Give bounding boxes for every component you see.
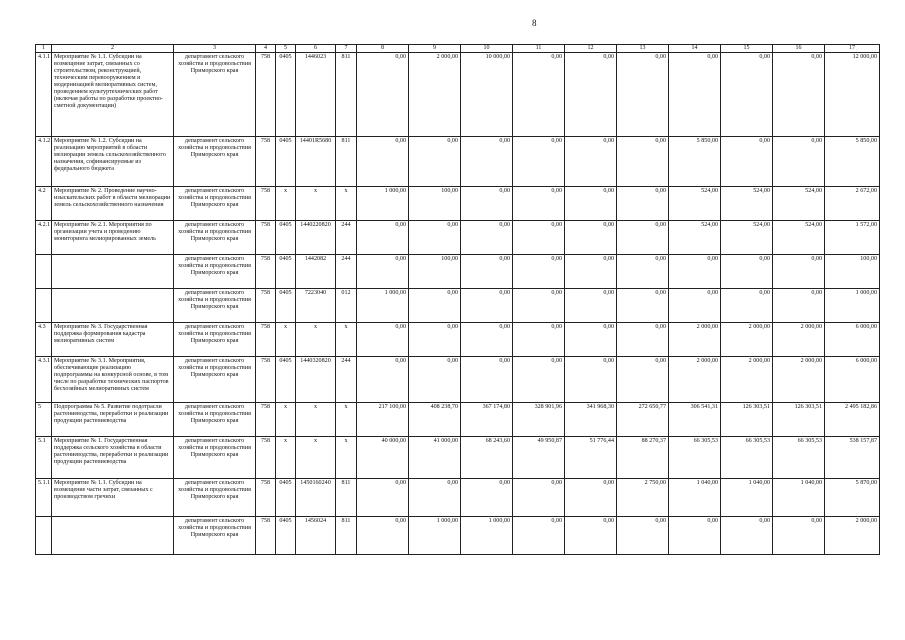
year-amount: 0,00 [773, 53, 825, 137]
year-amount: 0,00 [721, 255, 773, 289]
table-row [36, 221, 880, 255]
total-amount: 1 000,00 [825, 289, 880, 323]
expense-type-code: x [336, 437, 357, 479]
year-amount: 0,00 [773, 517, 825, 555]
event-name: Мероприятие № 1.1. Субсидии на возмещение затрат, связанных со строительством, реконструкцией, техническим перевооружением и модернизацией мелиоративных систем, проведением культуртехнических работ (включая работы по разработке проектно-сметной документации) [52, 53, 174, 137]
table-row [36, 323, 880, 357]
table-row [36, 53, 880, 137]
year-amount: 0,00 [513, 479, 565, 517]
year-amount: 0,00 [357, 137, 409, 187]
year-amount: 2 000,00 [669, 323, 721, 357]
target-article-code: 1440320820 [296, 357, 336, 403]
year-amount: 66 305,53 [669, 437, 721, 479]
year-amount: 524,00 [773, 221, 825, 255]
column-number: 4 [256, 45, 276, 53]
column-number: 2 [52, 45, 174, 53]
year-amount: 0,00 [357, 357, 409, 403]
year-amount: 0,00 [617, 137, 669, 187]
year-amount: 66 305,53 [721, 437, 773, 479]
section-code: 0405 [276, 255, 296, 289]
row-number: 4.3.1 [36, 357, 52, 403]
table-row [36, 479, 880, 517]
column-number: 12 [565, 45, 617, 53]
expense-type-code: 811 [336, 517, 357, 555]
target-article-code: 1446023 [296, 53, 336, 137]
department: департамент сельского хозяйства и продовольствия Приморского края [174, 479, 256, 517]
year-amount: 524,00 [721, 221, 773, 255]
year-amount: 1 040,00 [721, 479, 773, 517]
year-amount: 272 650,77 [617, 403, 669, 437]
year-amount: 0,00 [461, 357, 513, 403]
target-article-code: 1442082 [296, 255, 336, 289]
expense-type-code: 811 [336, 137, 357, 187]
event-name: Мероприятие № 1.2. Субсидии на реализацию мероприятий в области мелиорации земель сельскохозяйственного назначения, софинансируемые из федерального бюджета [52, 137, 174, 187]
total-amount: 12 000,00 [825, 53, 880, 137]
year-amount: 341 968,30 [565, 403, 617, 437]
department: департамент сельского хозяйства и продовольствия Приморского края [174, 323, 256, 357]
row-number: 5.1 [36, 437, 52, 479]
year-amount: 2 000,00 [721, 357, 773, 403]
year-amount: 0,00 [773, 137, 825, 187]
year-amount: 306 541,31 [669, 403, 721, 437]
row-number: 4.2 [36, 187, 52, 221]
section-code: x [276, 437, 296, 479]
year-amount: 0,00 [513, 357, 565, 403]
year-amount: 0,00 [409, 479, 461, 517]
year-amount: 0,00 [513, 187, 565, 221]
section-code: 0405 [276, 137, 296, 187]
table-row [36, 137, 880, 187]
row-number: 4.2.1 [36, 221, 52, 255]
grbs-code: 758 [256, 289, 276, 323]
year-amount: 41 000,00 [409, 437, 461, 479]
year-amount: 2 000,00 [409, 53, 461, 137]
section-code: 0405 [276, 479, 296, 517]
year-amount: 408 238,70 [409, 403, 461, 437]
year-amount: 0,00 [565, 255, 617, 289]
event-name: Мероприятие № 3. Государственная поддержка формирования кадастра мелиоративных систем [52, 323, 174, 357]
grbs-code: 758 [256, 357, 276, 403]
section-code: x [276, 403, 296, 437]
department: департамент сельского хозяйства и продовольствия Приморского края [174, 221, 256, 255]
year-amount: 217 100,00 [357, 403, 409, 437]
grbs-code: 758 [256, 255, 276, 289]
target-article-code: 14401R5680 [296, 137, 336, 187]
total-amount: 100,00 [825, 255, 880, 289]
year-amount: 0,00 [461, 187, 513, 221]
year-amount: 2 000,00 [669, 357, 721, 403]
column-number-row [36, 45, 880, 53]
year-amount: 0,00 [617, 221, 669, 255]
year-amount: 1 040,00 [773, 479, 825, 517]
year-amount: 0,00 [513, 53, 565, 137]
year-amount: 1 040,00 [669, 479, 721, 517]
year-amount: 51 776,44 [565, 437, 617, 479]
year-amount: 0,00 [721, 137, 773, 187]
year-amount: 68 243,60 [461, 437, 513, 479]
year-amount: 0,00 [513, 517, 565, 555]
expense-type-code: 012 [336, 289, 357, 323]
year-amount: 0,00 [357, 517, 409, 555]
year-amount: 40 000,00 [357, 437, 409, 479]
department: департамент сельского хозяйства и продовольствия Приморского края [174, 187, 256, 221]
target-article-code: 1450160240 [296, 479, 336, 517]
expense-type-code: x [336, 403, 357, 437]
target-article-code: x [296, 323, 336, 357]
year-amount: 524,00 [773, 187, 825, 221]
row-number [36, 289, 52, 323]
column-number: 9 [409, 45, 461, 53]
section-code: 0405 [276, 53, 296, 137]
row-number: 4.1.2 [36, 137, 52, 187]
column-number: 15 [721, 45, 773, 53]
section-code: 0405 [276, 357, 296, 403]
year-amount: 0,00 [565, 479, 617, 517]
year-amount: 0,00 [513, 323, 565, 357]
year-amount: 0,00 [357, 53, 409, 137]
year-amount: 126 303,51 [773, 403, 825, 437]
target-article-code: 1440220820 [296, 221, 336, 255]
event-name: Мероприятие № 2.1. Мероприятия по организации учета и проведению мониторинга мелиорированных земель [52, 221, 174, 255]
section-code: 0405 [276, 517, 296, 555]
expense-type-code: 811 [336, 53, 357, 137]
row-number [36, 255, 52, 289]
column-number: 7 [336, 45, 357, 53]
total-amount: 5 870,00 [825, 479, 880, 517]
year-amount: 0,00 [565, 53, 617, 137]
year-amount: 0,00 [773, 255, 825, 289]
department: департамент сельского хозяйства и продовольствия Приморского края [174, 517, 256, 555]
section-code: x [276, 323, 296, 357]
year-amount: 0,00 [669, 517, 721, 555]
expense-type-code: 811 [336, 479, 357, 517]
year-amount: 0,00 [721, 289, 773, 323]
year-amount: 1 000,00 [409, 517, 461, 555]
department: департамент сельского хозяйства и продовольствия Приморского края [174, 53, 256, 137]
column-number: 11 [513, 45, 565, 53]
section-code: 0405 [276, 289, 296, 323]
year-amount: 126 303,51 [721, 403, 773, 437]
table-row [36, 517, 880, 555]
year-amount: 0,00 [565, 517, 617, 555]
year-amount: 367 174,80 [461, 403, 513, 437]
column-number: 13 [617, 45, 669, 53]
year-amount: 2 000,00 [721, 323, 773, 357]
column-number: 14 [669, 45, 721, 53]
expense-type-code: x [336, 187, 357, 221]
year-amount: 0,00 [565, 323, 617, 357]
year-amount: 0,00 [513, 137, 565, 187]
target-article-code: x [296, 187, 336, 221]
department: департамент сельского хозяйства и продовольствия Приморского края [174, 289, 256, 323]
year-amount: 0,00 [409, 357, 461, 403]
row-number: 5.1.1 [36, 479, 52, 517]
year-amount: 0,00 [565, 357, 617, 403]
expense-type-code: 244 [336, 221, 357, 255]
year-amount: 0,00 [565, 187, 617, 221]
year-amount: 0,00 [461, 479, 513, 517]
target-article-code: x [296, 437, 336, 479]
year-amount: 0,00 [357, 479, 409, 517]
year-amount: 0,00 [513, 255, 565, 289]
grbs-code: 758 [256, 221, 276, 255]
event-name [52, 255, 174, 289]
table-row [36, 437, 880, 479]
section-code: 0405 [276, 221, 296, 255]
grbs-code: 758 [256, 403, 276, 437]
column-number: 1 [36, 45, 52, 53]
year-amount: 0,00 [669, 53, 721, 137]
total-amount: 2 495 182,86 [825, 403, 880, 437]
year-amount: 0,00 [721, 53, 773, 137]
column-number: 10 [461, 45, 513, 53]
year-amount: 0,00 [617, 289, 669, 323]
event-name: Мероприятие № 1. Государственная поддержка сельского хозяйства в области растениеводства, переработки и реализации продукции растениеводства [52, 437, 174, 479]
year-amount: 0,00 [461, 289, 513, 323]
year-amount: 0,00 [565, 137, 617, 187]
year-amount: 100,00 [409, 255, 461, 289]
year-amount: 0,00 [461, 323, 513, 357]
year-amount: 0,00 [461, 137, 513, 187]
column-number: 17 [825, 45, 880, 53]
target-article-code: 7223040 [296, 289, 336, 323]
year-amount: 0,00 [721, 517, 773, 555]
event-name: Мероприятие № 3.1. Мероприятия, обеспечивающие реализацию подпрограммы на конкурсной основе, в том числе по разработке технических паспортов бесхозяйных мелиоративных систем [52, 357, 174, 403]
year-amount: 0,00 [669, 289, 721, 323]
total-amount: 2 672,00 [825, 187, 880, 221]
year-amount: 524,00 [669, 187, 721, 221]
total-amount: 2 000,00 [825, 517, 880, 555]
year-amount: 0,00 [513, 289, 565, 323]
event-name: Подпрограмма № 5. Развитие подотрасли растениеводства, переработки и реализации продукции растениеводства [52, 403, 174, 437]
year-amount: 0,00 [409, 137, 461, 187]
year-amount: 1 000,00 [357, 289, 409, 323]
year-amount: 5 850,00 [669, 137, 721, 187]
year-amount: 1 000,00 [461, 517, 513, 555]
year-amount: 0,00 [357, 255, 409, 289]
total-amount: 5 850,00 [825, 137, 880, 187]
department: департамент сельского хозяйства и продовольствия Приморского края [174, 357, 256, 403]
year-amount: 0,00 [773, 289, 825, 323]
table-row [36, 187, 880, 221]
grbs-code: 758 [256, 479, 276, 517]
year-amount: 0,00 [409, 323, 461, 357]
year-amount: 100,00 [409, 187, 461, 221]
year-amount: 0,00 [461, 221, 513, 255]
year-amount: 0,00 [357, 323, 409, 357]
year-amount: 0,00 [461, 255, 513, 289]
table-row [36, 357, 880, 403]
grbs-code: 758 [256, 517, 276, 555]
year-amount: 524,00 [669, 221, 721, 255]
year-amount: 2 000,00 [773, 357, 825, 403]
target-article-code: 1456024 [296, 517, 336, 555]
column-number: 3 [174, 45, 256, 53]
table-row [36, 403, 880, 437]
year-amount: 0,00 [513, 221, 565, 255]
column-number: 5 [276, 45, 296, 53]
column-number: 16 [773, 45, 825, 53]
year-amount: 0,00 [565, 289, 617, 323]
year-amount: 49 950,87 [513, 437, 565, 479]
department: департамент сельского хозяйства и продовольствия Приморского края [174, 403, 256, 437]
year-amount: 0,00 [669, 255, 721, 289]
year-amount: 2 750,00 [617, 479, 669, 517]
year-amount: 0,00 [617, 357, 669, 403]
row-number: 5 [36, 403, 52, 437]
row-number: 4.1.1 [36, 53, 52, 137]
budget-table [35, 44, 880, 555]
page-number: 8 [532, 18, 537, 28]
expense-type-code: x [336, 323, 357, 357]
year-amount: 66 305,53 [773, 437, 825, 479]
total-amount: 1 572,00 [825, 221, 880, 255]
year-amount: 0,00 [617, 517, 669, 555]
event-name [52, 517, 174, 555]
expense-type-code: 244 [336, 255, 357, 289]
event-name [52, 289, 174, 323]
department: департамент сельского хозяйства и продовольствия Приморского края [174, 255, 256, 289]
year-amount: 88 270,37 [617, 437, 669, 479]
total-amount: 538 157,87 [825, 437, 880, 479]
table-row [36, 289, 880, 323]
grbs-code: 758 [256, 137, 276, 187]
grbs-code: 758 [256, 323, 276, 357]
year-amount: 0,00 [565, 221, 617, 255]
event-name: Мероприятие № 1.1. Субсидии на возмещение части затрат, связанных с производством гречихи [52, 479, 174, 517]
row-number [36, 517, 52, 555]
year-amount: 0,00 [617, 255, 669, 289]
year-amount: 2 000,00 [773, 323, 825, 357]
row-number: 4.3 [36, 323, 52, 357]
year-amount: 0,00 [617, 187, 669, 221]
year-amount: 0,00 [357, 221, 409, 255]
year-amount: 328 901,96 [513, 403, 565, 437]
department: департамент сельского хозяйства и продовольствия Приморского края [174, 137, 256, 187]
year-amount: 0,00 [617, 323, 669, 357]
section-code: x [276, 187, 296, 221]
year-amount: 10 000,00 [461, 53, 513, 137]
year-amount: 0,00 [409, 289, 461, 323]
year-amount: 0,00 [409, 221, 461, 255]
year-amount: 524,00 [721, 187, 773, 221]
column-number: 8 [357, 45, 409, 53]
column-number: 6 [296, 45, 336, 53]
target-article-code: x [296, 403, 336, 437]
event-name: Мероприятие № 2. Проведение научно-изыскательских работ в области мелиорации земель сельскохозяйственного назначения [52, 187, 174, 221]
table-row [36, 255, 880, 289]
grbs-code: 758 [256, 437, 276, 479]
grbs-code: 758 [256, 187, 276, 221]
year-amount: 1 000,00 [357, 187, 409, 221]
department: департамент сельского хозяйства и продовольствия Приморского края [174, 437, 256, 479]
total-amount: 6 000,00 [825, 323, 880, 357]
year-amount: 0,00 [617, 53, 669, 137]
total-amount: 6 000,00 [825, 357, 880, 403]
grbs-code: 758 [256, 53, 276, 137]
expense-type-code: 244 [336, 357, 357, 403]
